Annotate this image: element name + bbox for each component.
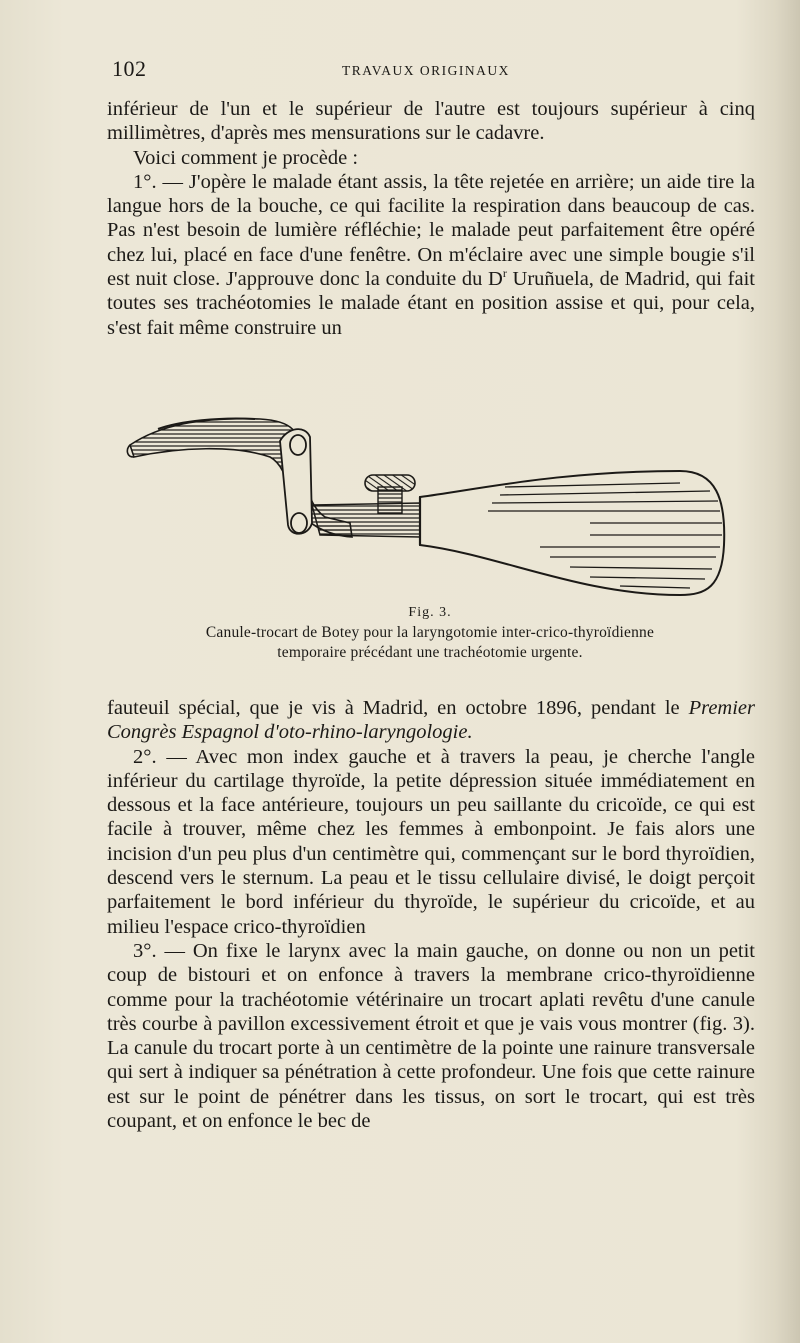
congress-title: Premier Congrès Espagnol d'oto-rhino-laryngologie. xyxy=(107,697,755,744)
paragraph-text: 1°. — J'opère le malade étant assis, la tête rejetée en arrière; un aide tire la langue hors de la bouche, ce qui facilite la respiration dans beaucoup de cas. Pas n'est besoin de lumière réfléchie; le malade peut parfaitement être opéré chez lui, placé en face d'une fenêtre. On m'éclaire avec une simple bougie s'il est nuit close. J'approuve donc la conduite du D xyxy=(107,170,755,291)
page-header xyxy=(112,56,754,86)
figure-cannula-trocar xyxy=(120,405,730,605)
cannula-flange xyxy=(280,429,312,534)
caption-line: Canule-trocart de Botey pour la laryngotomie inter-crico-thyroïdienne xyxy=(205,624,655,641)
superscript: r xyxy=(502,266,507,281)
paragraph-text: Uruñuela, de Madrid, qui fait toutes ses trachéotomies le malade étant en position assise et qui, pour cela, s'est fait même construire un xyxy=(107,268,755,339)
paragraph xyxy=(107,696,755,745)
paragraph: inférieur de l'un et le supérieur de l'autre est toujours supérieur à cinq millimètres, d'après mes mensurations sur le cadavre. xyxy=(107,98,755,145)
paragraph-text: fauteuil spécial, que je vis à Madrid, en octobre 1896, pendant le xyxy=(107,697,689,719)
paragraph: 2°. — Avec mon index gauche et à travers la peau, je cherche l'angle inférieur du cartilage thyroïde, la petite dépression située immédiatement en dessous et la face antérieure, toujours un peu saillante du cricoïde, ce qui est facile à trouver, même chez les femmes à embonpoint. Je fais alors une incision d'un peu plus d'un centimètre qui, commençant sur le bord thyroïdien, descend vers le sternum. La peau et le tissu cellulaire divisé, le doigt perçoit parfaitement le bord inférieur du thyroïde, le supérieur du cricoïde, et au milieu l'espace crico-thyroïdien xyxy=(107,745,755,938)
figure-label: Fig. 3. xyxy=(408,605,452,620)
trocar-handle xyxy=(420,471,724,595)
page-number: 102 xyxy=(112,56,147,81)
running-head: TRAVAUX ORIGINAUX xyxy=(342,63,510,78)
cannula-trocar-illustration xyxy=(120,405,730,605)
figure-caption xyxy=(100,603,760,663)
text-block-bottom xyxy=(107,696,755,1133)
paragraph xyxy=(107,170,755,340)
caption-line: temporaire précédant une trachéotomie urgente. xyxy=(277,644,583,661)
paragraph: 3°. — On fixe le larynx avec la main gauche, on donne ou non un petit coup de bistouri et on enfonce à travers la membrane crico-thyroïdienne comme pour la trachéotomie vétérinaire un trocart aplati revêtu d'une canule très courbe à pavillon excessivement étroit et que je vais vous montrer (fig. 3). La canule du trocart porte à un centimètre de la pointe une rainure transversale qui sert à indiquer sa pénétration à cette profondeur. Une fois que cette rainure est sur le point de pénétrer dans les tissus, on sort le trocart, qui est très coupant, et on enfonce le bec de xyxy=(107,939,755,1133)
paragraph: Voici comment je procède : xyxy=(133,146,359,169)
text-block-top xyxy=(107,97,755,340)
